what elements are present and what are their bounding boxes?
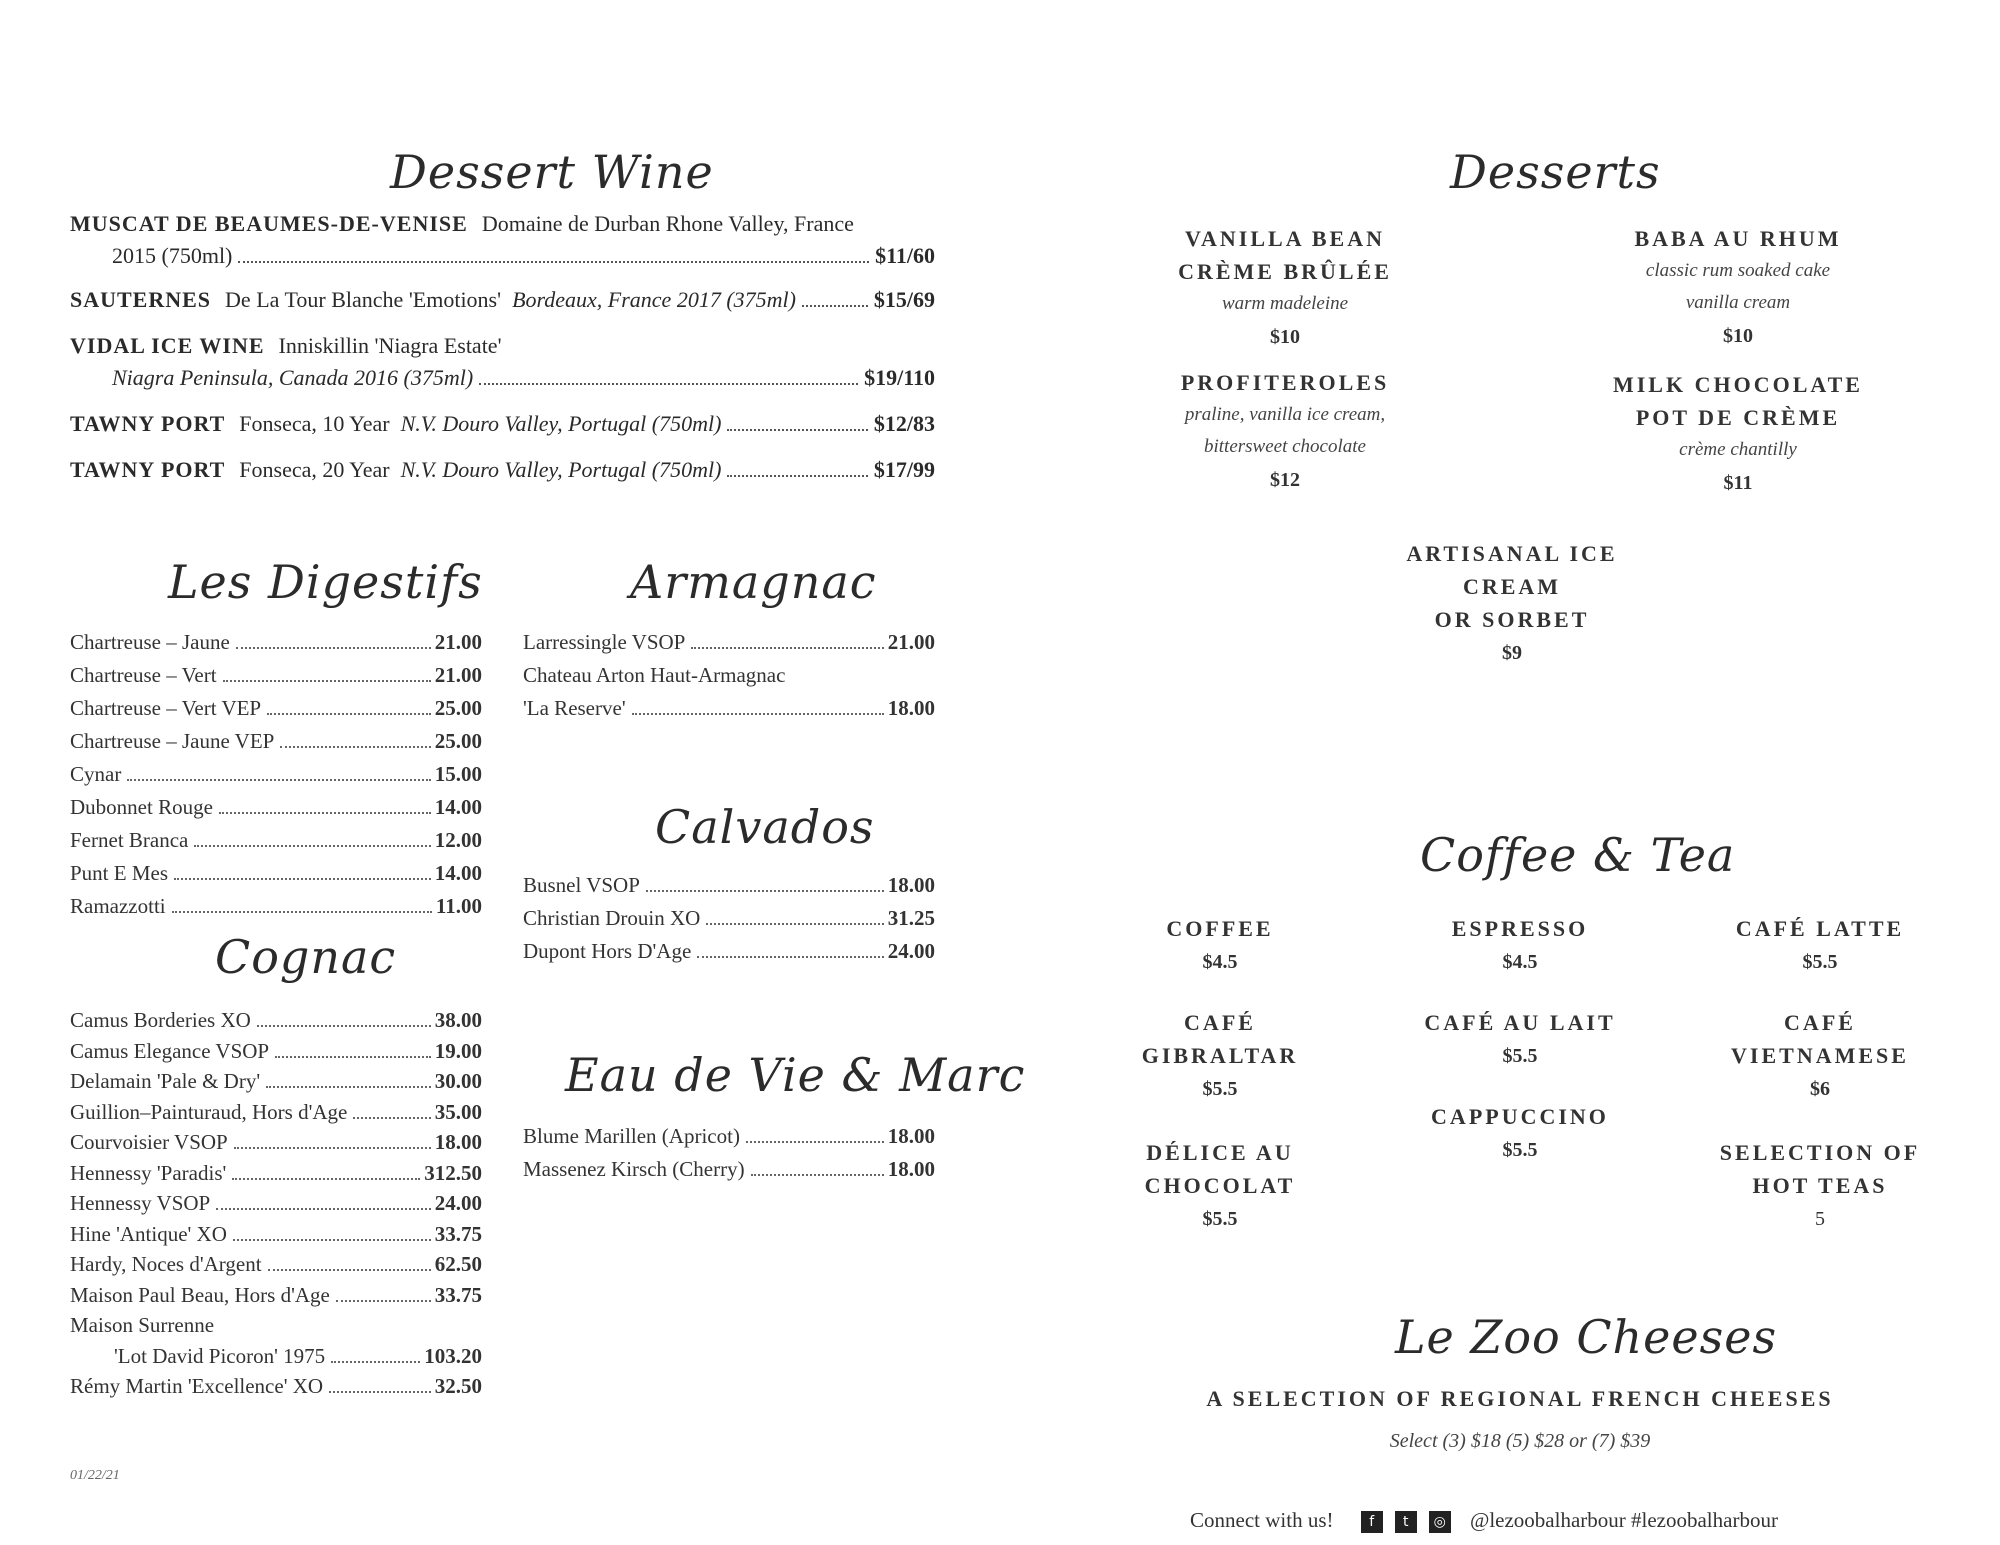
list-item: Courvoisier VSOP 18.00: [70, 1130, 482, 1154]
cheeses-pricing: Select (3) $18 (5) $28 or (7) $39: [1389, 1430, 1651, 1452]
list-item: Blume Marillen (Apricot) 18.00: [523, 1124, 935, 1148]
list-item: Rémy Martin 'Excellence' XO 32.50: [70, 1374, 482, 1398]
espresso-item: ESPRESSO $4.5: [1451, 916, 1589, 973]
wine-item: SAUTERNES De La Tour Blanche 'Emotions' Bordeaux, France 2017 (375ml) $15/69: [70, 287, 935, 312]
wine-item: TAWNY PORT Fonseca, 10 Year N.V. Douro Valley, Portugal (750ml) $12/83: [70, 411, 935, 436]
connect-label: Connect with us!: [1190, 1508, 1334, 1532]
list-item: Camus Elegance VSOP 19.00: [70, 1038, 482, 1063]
dessert-wine-list: [70, 208, 935, 486]
hot-teas-item: SELECTION OF HOT TEAS 5: [1719, 1140, 1921, 1230]
wine-item: VIDAL ICE WINE Inniskillin 'Niagra Estate' Niagra Peninsula, Canada 2016 (375ml) $19/110: [70, 333, 935, 390]
list-item: Dubonnet Rouge 14.00: [70, 795, 482, 819]
list-item: Maison Surrenne: [70, 1313, 215, 1337]
list-item: Fernet Branca 12.00: [70, 828, 482, 852]
dessert-milk-chocolate: MILK CHOCOLATE POT DE CRÈME crème chantilly $11: [1612, 372, 1863, 494]
list-item: Hennessy VSOP 24.00: [70, 1191, 482, 1215]
list-item: Chartreuse – Vert VEP 25.00: [70, 696, 482, 720]
cafe-vietnamese-item: CAFÉ VIETNAMESE $6: [1731, 1010, 1909, 1100]
twitter-icon[interactable]: t: [1395, 1511, 1417, 1533]
social-footer: [1190, 1508, 1778, 1533]
list-item: Ramazzotti 11.00: [70, 894, 482, 918]
calvados-title: Calvados: [655, 800, 875, 854]
list-item: Dupont Hors D'Age 24.00: [523, 939, 935, 963]
dessert-wine-title: Dessert Wine: [390, 145, 714, 199]
list-item: Camus Borderies XO 38.00: [70, 1008, 482, 1032]
list-item: Chartreuse – Vert 21.00: [70, 663, 482, 687]
list-item: Hardy, Noces d'Argent 62.50: [70, 1252, 482, 1276]
list-item: Chartreuse – Jaune VEP 25.00: [70, 729, 482, 753]
list-item: Christian Drouin XO 31.25: [523, 906, 935, 930]
dessert-profiteroles: PROFITEROLES praline, vanilla ice cream, bittersweet chocolate $12: [1180, 370, 1390, 491]
desserts-title: Desserts: [1450, 145, 1661, 199]
dessert-vanilla-bean: VANILLA BEAN CRÈME BRÛLÉE warm madeleine $10: [1178, 226, 1392, 348]
list-item: Chateau Arton Haut-Armagnac: [523, 663, 786, 687]
list-item: Hine 'Antique' XO 33.75: [70, 1221, 482, 1246]
instagram-icon[interactable]: ◎: [1429, 1511, 1451, 1533]
dessert-ice-cream: ARTISANAL ICE CREAM OR SORBET $9: [1406, 541, 1618, 664]
cafe-gibraltar-item: CAFÉ GIBRALTAR $5.5: [1141, 1010, 1299, 1100]
list-item: Punt E Mes 14.00: [70, 861, 482, 885]
cognac-list: [70, 1008, 482, 1405]
cheeses-title: Le Zoo Cheeses: [1395, 1310, 1778, 1364]
wine-item: MUSCAT DE BEAUMES-DE-VENISE Domaine de Durban Rhone Valley, France 2015 (750ml) $11/60: [70, 211, 935, 268]
calvados-list: [523, 873, 935, 972]
digestifs-title: Les Digestifs: [168, 555, 483, 609]
list-item: Cynar 15.00: [70, 762, 482, 786]
cheeses-subtitle: A SELECTION OF REGIONAL FRENCH CHEESES: [1206, 1386, 1834, 1411]
cafe-latte-item: CAFÉ LATTE $5.5: [1735, 916, 1905, 973]
cafe-au-lait-item: CAFÉ AU LAIT $5.5: [1424, 1010, 1616, 1067]
date-code: 01/22/21: [70, 1468, 120, 1483]
wine-item: TAWNY PORT Fonseca, 20 Year N.V. Douro Valley, Portugal (750ml) $17/99: [70, 457, 935, 482]
eau-de-vie-title: Eau de Vie & Marc: [565, 1048, 1026, 1102]
list-item: Maison Paul Beau, Hors d'Age 33.75: [70, 1282, 482, 1307]
list-item: 'Lot David Picoron' 1975 103.20: [114, 1343, 482, 1368]
list-item: Guillion–Painturaud, Hors d'Age 35.00: [70, 1099, 482, 1124]
facebook-icon[interactable]: f: [1361, 1511, 1383, 1533]
dessert-baba-au-rhum: BABA AU RHUM classic rum soaked cake vanilla cream $10: [1634, 226, 1842, 347]
list-item: Hennessy 'Paradis' 312.50: [70, 1160, 482, 1185]
list-item: Massenez Kirsch (Cherry) 18.00: [523, 1157, 935, 1181]
armagnac-title: Armagnac: [630, 555, 877, 609]
list-item: Busnel VSOP 18.00: [523, 873, 935, 897]
cognac-title: Cognac: [215, 930, 397, 984]
social-handles: @lezoobalharbour #lezoobalharbour: [1469, 1508, 1778, 1532]
coffee-item: COFFEE $4.5: [1166, 916, 1274, 973]
armagnac-list: [523, 630, 935, 729]
coffee-tea-title: Coffee & Tea: [1420, 828, 1736, 882]
digestifs-list: [70, 630, 482, 927]
eau-de-vie-list: [523, 1124, 935, 1190]
list-item: 'La Reserve' 18.00: [523, 696, 935, 720]
cappuccino-item: CAPPUCCINO $5.5: [1431, 1104, 1609, 1161]
delice-au-chocolat-item: DÉLICE AU CHOCOLAT $5.5: [1144, 1140, 1296, 1230]
list-item: Chartreuse – Jaune 21.00: [70, 630, 482, 654]
list-item: Delamain 'Pale & Dry' 30.00: [70, 1069, 482, 1093]
list-item: Larressingle VSOP 21.00: [523, 630, 935, 654]
